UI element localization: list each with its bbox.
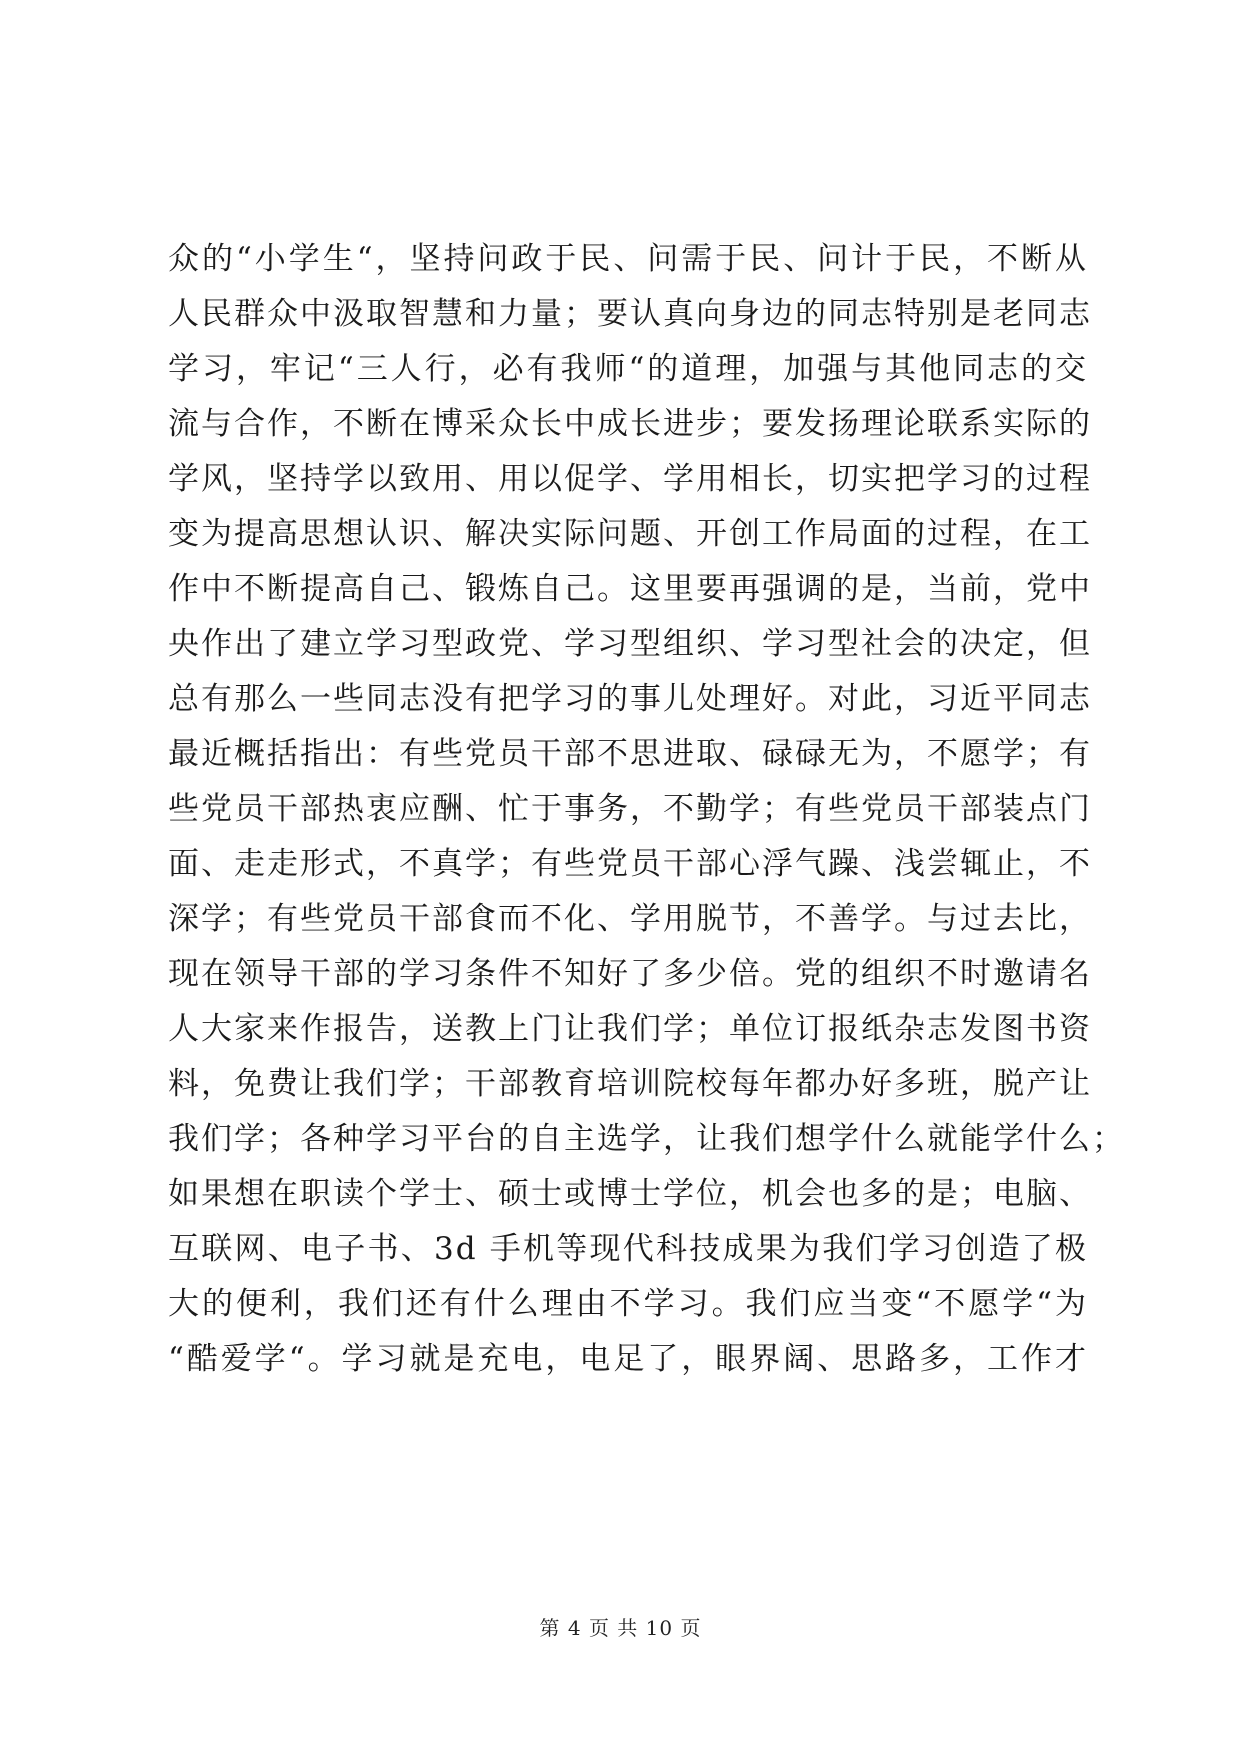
text-line: 流与合作，不断在博采众长中成长进步；要发扬理论联系实际的: [168, 406, 1092, 442]
body-text: [168, 232, 1125, 1387]
text-line: 现在领导干部的学习条件不知好了多少倍。党的组织不时邀请名: [168, 956, 1092, 992]
text-line: 如果想在职读个学士、硕士或博士学位，机会也多的是；电脑、: [168, 1176, 1092, 1212]
text-line: 些党员干部热衷应酬、忙于事务，不勤学；有些党员干部装点门: [168, 791, 1092, 827]
text-line: 深学；有些党员干部食而不化、学用脱节，不善学。与过去比，: [168, 901, 1092, 937]
text-line: 央作出了建立学习型政党、学习型组织、学习型社会的决定，但: [168, 626, 1092, 662]
page-footer: 第 4 页 共 10 页: [539, 1616, 702, 1640]
text-line: 人民群众中汲取智慧和力量；要认真向身边的同志特别是老同志: [168, 296, 1092, 332]
text-line: “酷爱学“。学习就是充电，电足了，眼界阔、思路多，工作才: [168, 1341, 1088, 1377]
text-line: 学习，牢记“三人行，必有我师“的道理，加强与其他同志的交: [168, 351, 1088, 387]
text-line: 人大家来作报告，送教上门让我们学；单位订报纸杂志发图书资: [168, 1011, 1092, 1047]
text-line: 总有那么一些同志没有把学习的事儿处理好。对此，习近平同志: [168, 681, 1092, 717]
text-line: 面、走走形式，不真学；有些党员干部心浮气躁、浅尝辄止，不: [168, 846, 1092, 882]
text-line: 学风，坚持学以致用、用以促学、学用相长，切实把学习的过程: [168, 461, 1092, 497]
text-line: 料，免费让我们学；干部教育培训院校每年都办好多班，脱产让: [168, 1066, 1092, 1102]
text-line: 作中不断提高自己、锻炼自己。这里要再强调的是，当前，党中: [168, 571, 1092, 607]
text-line: 大的便利，我们还有什么理由不学习。我们应当变“不愿学“为: [168, 1286, 1088, 1322]
text-line: 互联网、电子书、3d 手机等现代科技成果为我们学习创造了极: [168, 1231, 1088, 1267]
text-line: 最近概括指出：有些党员干部不思进取、碌碌无为，不愿学；有: [168, 736, 1092, 772]
text-line: 变为提高思想认识、解决实际问题、开创工作局面的过程，在工: [168, 516, 1092, 552]
text-line: 我们学；各种学习平台的自主选学，让我们想学什么就能学什么；: [168, 1121, 1125, 1157]
text-line: 众的“小学生“，坚持问政于民、问需于民、问计于民，不断从: [168, 241, 1088, 277]
